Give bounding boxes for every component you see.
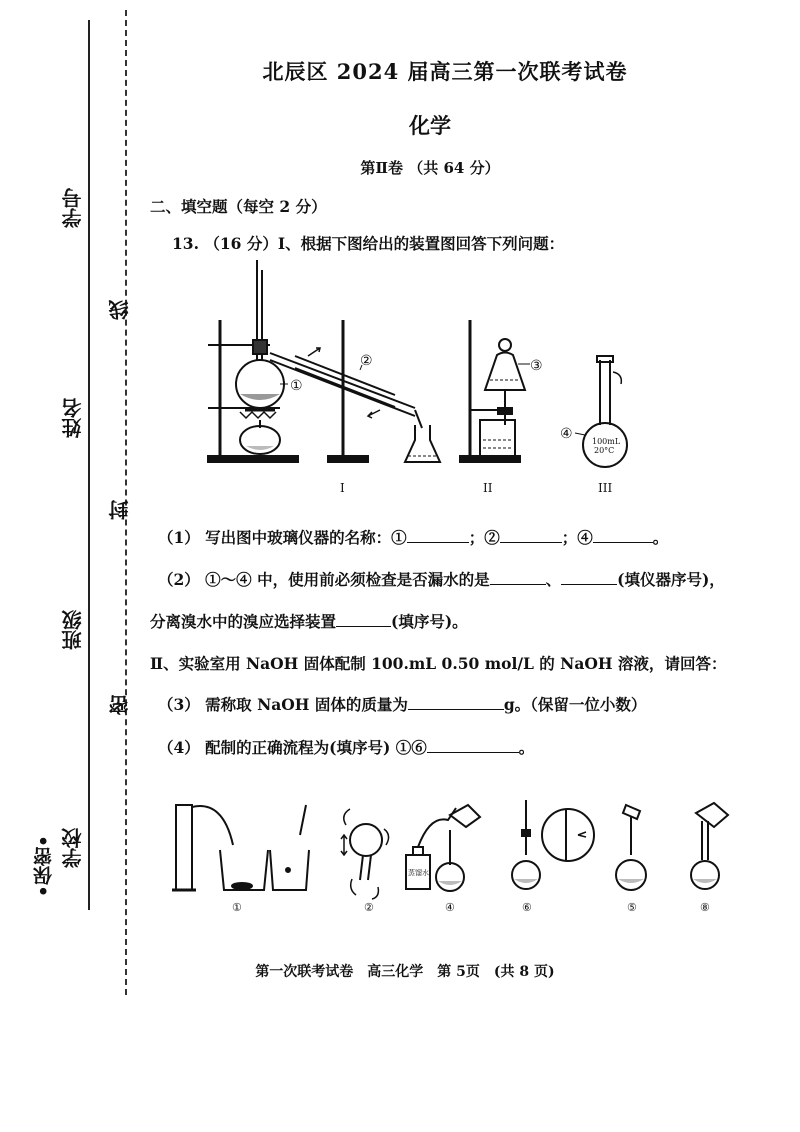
seal-word-line: 线 bbox=[108, 300, 132, 320]
binding-line-1 bbox=[88, 20, 90, 910]
question-4: （4） 配制的正确流程为(填序号) ①⑥ 。 bbox=[158, 738, 535, 757]
step-label-1: ① bbox=[232, 901, 242, 914]
step-label-8: ⑧ bbox=[700, 901, 710, 914]
question-3: （3） 需称取 NaOH 固体的质量为 g。（保留一位小数） bbox=[158, 695, 647, 714]
field-student-id-label: 学号 bbox=[61, 188, 85, 228]
setup-label-1: I bbox=[340, 481, 345, 495]
answer-blank-2-1[interactable] bbox=[490, 569, 546, 586]
step-label-4: ④ bbox=[445, 901, 455, 914]
part-2-intro: Ⅱ、实验室用 NaOH 固体配制 100.mL 0.50 mol/L 的 NaOH 溶液，请回答： bbox=[150, 654, 727, 673]
section-heading: 二、填空题（每空 2 分） bbox=[150, 197, 327, 216]
distilled-water-label: 蒸馏水 bbox=[408, 869, 429, 877]
field-class-label: 班级 bbox=[61, 610, 85, 650]
question-13-intro: 13. （16 分）Ⅰ、根据下图给出的装置图回答下列问题： bbox=[172, 234, 565, 253]
step-label-5: ⑤ bbox=[627, 901, 637, 914]
answer-blank-1-1[interactable] bbox=[407, 527, 469, 544]
subject-title: 化学 bbox=[409, 113, 451, 138]
confidential-mark: •保密• bbox=[33, 835, 55, 898]
question-2-line-2: 分离溴水中的溴应选择装置 (填序号)。 bbox=[150, 612, 468, 631]
setup-label-3: III bbox=[598, 481, 613, 495]
seal-word-seal: 封 bbox=[108, 500, 132, 520]
answer-blank-1-2[interactable] bbox=[500, 527, 562, 544]
field-school-label: 学校 bbox=[61, 828, 85, 868]
step-label-2: ② bbox=[364, 901, 374, 914]
marker-2: ② bbox=[360, 353, 373, 369]
procedure-figure bbox=[168, 795, 748, 920]
question-2: （2） ①～④ 中，使用前必须检查是否漏水的是 、 (填仪器序号)， bbox=[158, 570, 725, 589]
flask-temp-label: 20°C bbox=[594, 446, 615, 455]
answer-blank-2-2[interactable] bbox=[561, 569, 617, 586]
flask-volume-label: 100mL bbox=[592, 437, 621, 446]
answer-blank-3[interactable] bbox=[408, 694, 504, 711]
apparatus-figure bbox=[200, 260, 650, 500]
answer-blank-2-3[interactable] bbox=[336, 611, 391, 628]
marker-4: ④ bbox=[560, 426, 573, 442]
setup-label-2: II bbox=[483, 481, 493, 495]
step-label-6: ⑥ bbox=[522, 901, 532, 914]
exam-title: 北辰区 2024 届高三第一次联考试卷 bbox=[262, 59, 628, 84]
marker-1: ① bbox=[290, 378, 303, 394]
field-name-label: 姓名 bbox=[61, 398, 85, 438]
page-footer: 第一次联考试卷 高三化学 第 5页 (共 8 页) bbox=[255, 964, 555, 980]
question-1: （1） 写出图中玻璃仪器的名称：① ；② ；④ 。 bbox=[158, 528, 669, 547]
marker-3: ③ bbox=[530, 358, 543, 374]
answer-blank-4[interactable] bbox=[427, 737, 519, 754]
answer-blank-1-3[interactable] bbox=[593, 527, 653, 544]
volume-title: 第Ⅱ卷 （共 64 分） bbox=[360, 159, 500, 177]
seal-word-secret: 密 bbox=[108, 695, 132, 715]
